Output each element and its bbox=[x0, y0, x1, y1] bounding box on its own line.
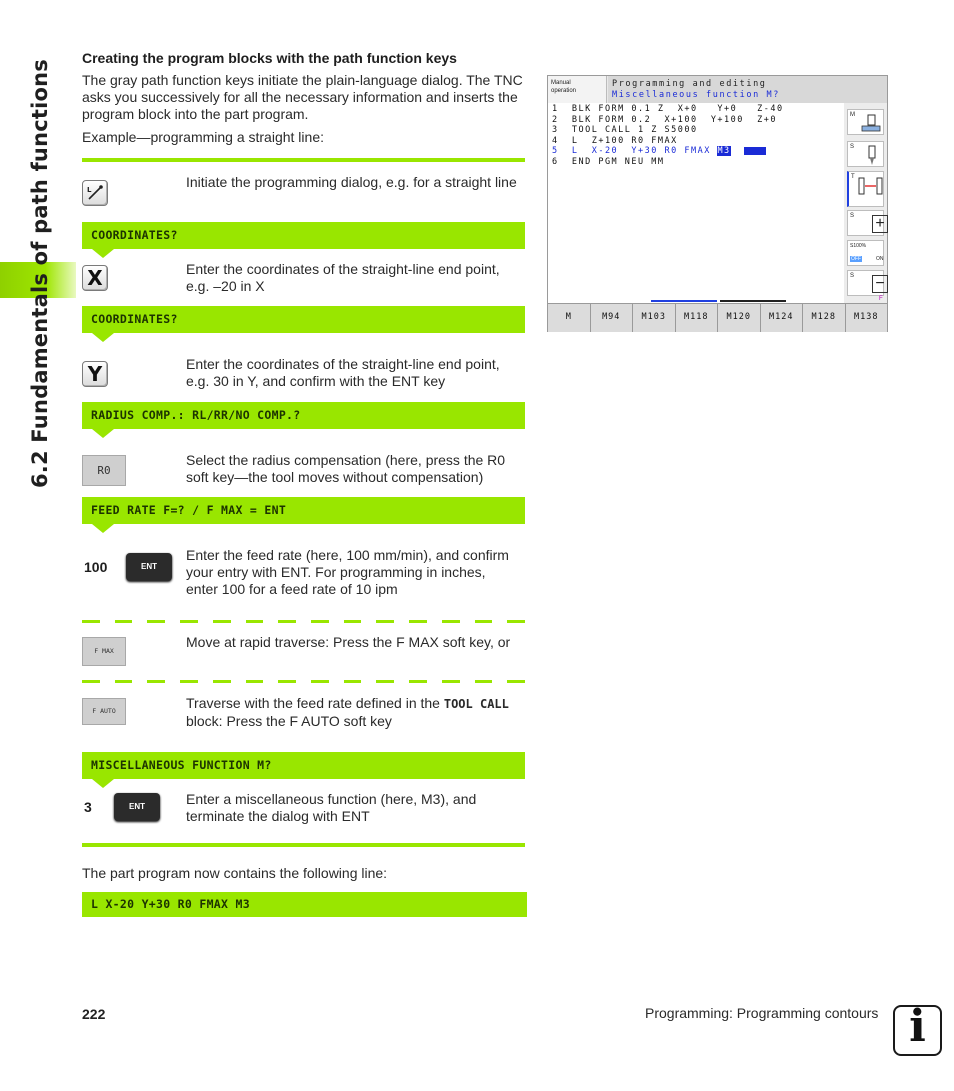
softkey-label: M bbox=[850, 112, 855, 118]
dialog-prompt: COORDINATES? bbox=[82, 306, 525, 333]
vertical-softkey-bar bbox=[844, 103, 887, 303]
tnc-screen bbox=[547, 75, 888, 332]
softkey-m94[interactable]: M94 bbox=[591, 304, 634, 332]
step-text-line: enter 100 for a feed rate of 10 ipm bbox=[186, 581, 398, 597]
step-text bbox=[186, 452, 505, 486]
program-cursor-value: M3 bbox=[717, 146, 731, 156]
horizontal-softkey-bar bbox=[548, 303, 887, 332]
screen-title-panel bbox=[608, 76, 887, 103]
softkey-m138[interactable]: M138 bbox=[854, 312, 879, 322]
program-line-active bbox=[552, 146, 840, 157]
program-line-text: 5 L X-20 Y+30 R0 FMAX bbox=[552, 146, 718, 156]
input-value: 3 bbox=[84, 799, 92, 815]
softkey-m120[interactable]: M120 bbox=[718, 304, 761, 332]
vertical-softkey-active[interactable] bbox=[847, 171, 884, 207]
info-icon bbox=[893, 1001, 942, 1056]
screen-mode-line: Manual bbox=[551, 80, 571, 86]
softkey-m[interactable]: M bbox=[548, 304, 591, 332]
sidebar-chapter-title: 6.2 Fundamentals of path functions bbox=[28, 59, 52, 488]
prompt-arrow bbox=[92, 249, 114, 258]
step-text: Move at rapid traverse: Press the F MAX soft key, or bbox=[186, 634, 511, 650]
alternative-divider bbox=[82, 680, 525, 683]
override-on-label: ON bbox=[876, 256, 884, 262]
scroll-indicator bbox=[720, 300, 786, 302]
program-line: 4 L Z+100 R0 FMAX bbox=[552, 135, 678, 146]
divider-bottom bbox=[82, 843, 525, 847]
program-line: 2 BLK FORM 0.2 X+100 Y+100 Z+0 bbox=[552, 114, 777, 125]
line-path-icon bbox=[83, 181, 107, 205]
softkey-label: S bbox=[850, 213, 855, 219]
result-caption: The part program now contains the following line: bbox=[82, 865, 388, 881]
program-line: 3 TOOL CALL 1 Z S5000 bbox=[552, 125, 698, 135]
intro-line-1: The gray path function keys initiate the plain-language dialog. The TNC bbox=[82, 72, 523, 88]
intro-line-2: asks you successively for all the necessary information and inserts the bbox=[82, 89, 518, 105]
vertical-softkey[interactable] bbox=[847, 240, 884, 266]
vertical-softkey[interactable] bbox=[847, 109, 884, 135]
softkey-label: S bbox=[850, 273, 855, 279]
step-text bbox=[186, 547, 509, 598]
plus-icon: + bbox=[872, 215, 888, 233]
softkey-m128[interactable]: M128 bbox=[803, 304, 846, 332]
softkey-label: S100% bbox=[850, 243, 867, 249]
step-text-line: Enter the coordinates of the straight-line end point, bbox=[186, 261, 500, 277]
prompt-arrow bbox=[92, 524, 114, 533]
x-axis-key[interactable]: X bbox=[82, 265, 108, 291]
machine-icon bbox=[860, 114, 882, 134]
prompt-arrow bbox=[92, 779, 114, 788]
footer-chapter: Programming: Programming contours bbox=[645, 1005, 879, 1021]
y-axis-key[interactable]: Y bbox=[82, 361, 108, 387]
screen-mode-line: operation bbox=[551, 88, 577, 94]
step-text-line: block: Press the F AUTO soft key bbox=[186, 713, 392, 729]
prompt-arrow bbox=[92, 333, 114, 342]
step-text bbox=[186, 261, 500, 295]
softkey-label: S bbox=[850, 144, 855, 150]
intro-paragraph bbox=[82, 72, 532, 123]
step-text-line: e.g. –20 in X bbox=[186, 278, 265, 294]
step-text: Initiate the programming dialog, e.g. for a straight line bbox=[186, 174, 517, 190]
program-line: 1 BLK FORM 0.1 Z X+0 Y+0 Z-40 bbox=[552, 104, 784, 114]
step-text-line: your entry with ENT. For programming in inches, bbox=[186, 564, 486, 580]
feed-indicator: F bbox=[879, 296, 883, 302]
alternative-divider bbox=[82, 620, 525, 623]
tool-length-icon bbox=[855, 176, 885, 204]
softkey-label: T bbox=[851, 174, 855, 180]
override-off-label: OFF bbox=[851, 256, 861, 262]
step-text-line: Enter a miscellaneous function (here, M3), and bbox=[186, 791, 477, 807]
fauto-softkey[interactable]: F AUTO bbox=[82, 698, 126, 725]
program-line: 6 END PGM NEU MM bbox=[552, 156, 665, 167]
divider-top bbox=[82, 158, 525, 162]
scroll-indicator bbox=[651, 300, 717, 302]
step-text-line bbox=[186, 695, 509, 713]
prompt-arrow bbox=[92, 429, 114, 438]
dialog-prompt: COORDINATES? bbox=[82, 222, 525, 249]
minus-icon: − bbox=[872, 275, 888, 293]
program-listing bbox=[548, 103, 844, 303]
info-letter: i bbox=[909, 1001, 926, 1052]
dialog-prompt: MISCELLANEOUS FUNCTION M? bbox=[82, 752, 525, 779]
step-text bbox=[186, 356, 500, 390]
screen-title: Programming and editing bbox=[612, 79, 767, 89]
softkey-m124[interactable]: M124 bbox=[761, 304, 804, 332]
inline-code: TOOL CALL bbox=[443, 697, 509, 711]
softkey-m103[interactable]: M103 bbox=[633, 304, 676, 332]
ent-key[interactable]: ENT bbox=[126, 553, 172, 581]
vertical-softkey[interactable] bbox=[847, 210, 884, 236]
dialog-prompt: RADIUS COMP.: RL/RR/NO COMP.? bbox=[82, 402, 525, 429]
svg-text:L: L bbox=[87, 186, 92, 194]
section-heading: Creating the program blocks with the path function keys bbox=[82, 50, 457, 66]
fmax-softkey[interactable]: F MAX bbox=[82, 637, 126, 666]
result-code-line: L X-20 Y+30 R0 FMAX M3 bbox=[82, 892, 527, 917]
page-number: 222 bbox=[82, 1006, 106, 1022]
r0-softkey[interactable]: R0 bbox=[82, 455, 126, 486]
step-text-line: Enter the feed rate (here, 100 mm/min), and confirm bbox=[186, 547, 509, 563]
vertical-softkey[interactable] bbox=[847, 141, 884, 167]
step-text bbox=[186, 791, 476, 825]
step-text-line: soft key—the tool moves without compensation) bbox=[186, 469, 484, 485]
intro-line-3: program block into the part program. bbox=[82, 106, 309, 122]
vertical-softkey[interactable] bbox=[847, 270, 884, 296]
step-text-line: e.g. 30 in Y, and confirm with the ENT key bbox=[186, 373, 446, 389]
screen-mode-panel bbox=[548, 76, 607, 103]
step-text-fragment: Traverse with the feed rate defined in the bbox=[186, 695, 440, 711]
step-text-line: terminate the dialog with ENT bbox=[186, 808, 370, 824]
dialog-prompt: FEED RATE F=? / F MAX = ENT bbox=[82, 497, 525, 524]
spindle-icon bbox=[866, 145, 878, 167]
example-caption: Example—programming a straight line: bbox=[82, 129, 324, 145]
line-path-key[interactable] bbox=[82, 180, 108, 206]
ent-key[interactable]: ENT bbox=[114, 793, 160, 821]
step-text-line: Select the radius compensation (here, press the R0 bbox=[186, 452, 506, 468]
input-value: 100 bbox=[84, 559, 108, 575]
step-text-line: Enter the coordinates of the straight-line end point, bbox=[186, 356, 500, 372]
screen-dialog-question: Miscellaneous function M? bbox=[612, 90, 780, 100]
softkey-m118[interactable]: M118 bbox=[676, 304, 719, 332]
step-text bbox=[186, 695, 509, 730]
program-input-cursor bbox=[744, 147, 766, 155]
